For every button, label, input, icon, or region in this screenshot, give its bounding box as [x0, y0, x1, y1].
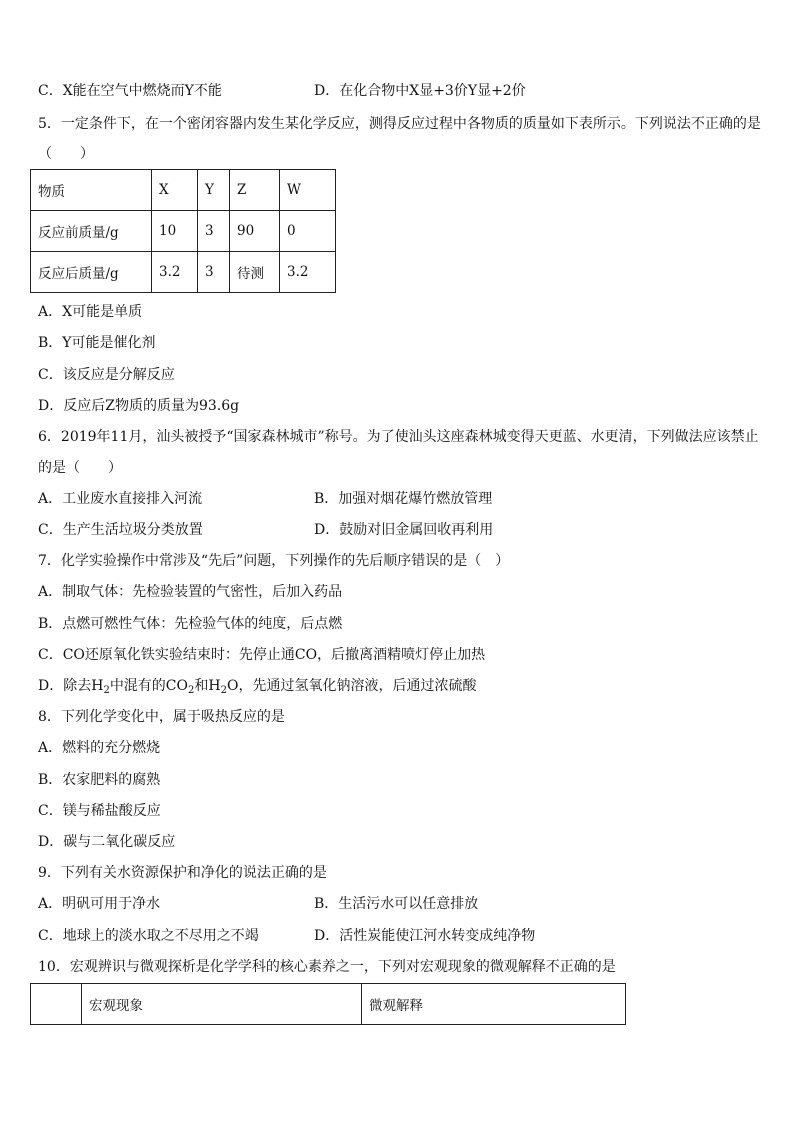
question-5-paren: （ ） [38, 146, 94, 162]
question-4-option-d: D．在化合物中X显+3价Y显+2价 [314, 83, 526, 99]
question-6-option-b: B．加强对烟花爆竹燃放管理 [314, 491, 493, 507]
question-7-option-d [38, 676, 476, 701]
question-7-option-c: C．CO还原氧化铁实验结束时：先停止通CO，后撤离酒精喷灯停止加热 [38, 647, 486, 663]
table-cell: Y [198, 170, 230, 211]
question-5-option-b: B．Y可能是催化剂 [38, 335, 156, 351]
question-5-option-a: A．X可能是单质 [38, 304, 143, 320]
text-fragment: D．除去H [38, 678, 104, 694]
subscript: 2 [103, 685, 110, 696]
table-row [31, 984, 626, 1025]
question-5-option-c: C．该反应是分解反应 [38, 367, 175, 383]
table-cell: W [280, 170, 336, 211]
question-5-table [30, 169, 336, 293]
question-8-stem: 8．下列化学变化中，属于吸热反应的是 [38, 709, 285, 725]
question-8-option-d: D．碳与二氧化碳反应 [38, 834, 176, 850]
question-9-option-b: B．生活污水可以任意排放 [314, 896, 479, 912]
table-cell: 微观解释 [362, 984, 626, 1025]
question-5-option-d: D．反应后Z物质的质量为93.6g [38, 398, 240, 414]
table-cell: 10 [152, 211, 198, 252]
table-cell: 3.2 [152, 252, 198, 293]
table-cell: 反应后质量/g [31, 252, 152, 293]
table-cell: 待测 [230, 252, 280, 293]
table-cell: 3.2 [280, 252, 336, 293]
question-6-stem-line1: 6．2019年11月，汕头被授予“国家森林城市”称号。为了使汕头这座森林城变得天更蓝、水更清，下列做法应该禁止 [38, 429, 759, 445]
question-7-option-b: B．点燃可燃性气体：先检验气体的纯度，后点燃 [38, 616, 343, 632]
text-fragment: 中混有的CO [109, 678, 189, 694]
table-row [31, 170, 336, 211]
question-8-option-b: B．农家肥料的腐熟 [38, 772, 161, 788]
table-cell: 宏观现象 [82, 984, 362, 1025]
table-cell: 反应前质量/g [31, 211, 152, 252]
table-row [31, 252, 336, 293]
table-cell: 0 [280, 211, 336, 252]
text-fragment: 和H [194, 678, 221, 694]
question-10-stem: 10．宏观辨识与微观探析是化学学科的核心素养之一，下列对宏观现象的微观解释不正确的是 [38, 959, 616, 975]
table-cell: 3 [198, 252, 230, 293]
question-6-stem-line2: 的是（ ） [38, 460, 122, 476]
table-cell: X [152, 170, 198, 211]
subscript: 2 [188, 685, 195, 696]
table-cell: Z [230, 170, 280, 211]
table-row [31, 211, 336, 252]
table-cell [31, 984, 82, 1025]
question-8-option-c: C．镁与稀盐酸反应 [38, 803, 161, 819]
question-9-option-d: D．活性炭能使江河水转变成纯净物 [314, 928, 536, 944]
question-6-option-d: D．鼓励对旧金属回收再利用 [314, 522, 494, 538]
question-4-option-c: C．X能在空气中燃烧而Y不能 [38, 83, 222, 99]
question-5-stem: 5．一定条件下，在一个密闭容器内发生某化学反应，测得反应过程中各物质的质量如下表所示。下列说法不正确的是 [38, 116, 761, 132]
question-6-option-a: A．工业废水直接排入河流 [38, 491, 203, 507]
question-7-option-a: A．制取气体：先检验装置的气密性，后加入药品 [38, 584, 343, 600]
question-9-option-c: C．地球上的淡水取之不尽用之不竭 [38, 928, 259, 944]
table-cell: 90 [230, 211, 280, 252]
question-8-option-a: A．燃料的充分燃烧 [38, 740, 161, 756]
question-9-option-a: A．明矾可用于净水 [38, 896, 161, 912]
question-7-stem: 7．化学实验操作中常涉及“先后”问题，下列操作的先后顺序错误的是（ ） [38, 553, 510, 569]
question-9-stem: 9．下列有关水资源保护和净化的说法正确的是 [38, 865, 327, 881]
question-6-option-c: C．生产生活垃圾分类放置 [38, 522, 203, 538]
table-cell: 物质 [31, 170, 152, 211]
subscript: 2 [220, 685, 227, 696]
table-cell: 3 [198, 211, 230, 252]
text-fragment: O，先通过氢氧化钠溶液，后通过浓硫酸 [226, 678, 477, 694]
question-10-table [30, 983, 626, 1025]
